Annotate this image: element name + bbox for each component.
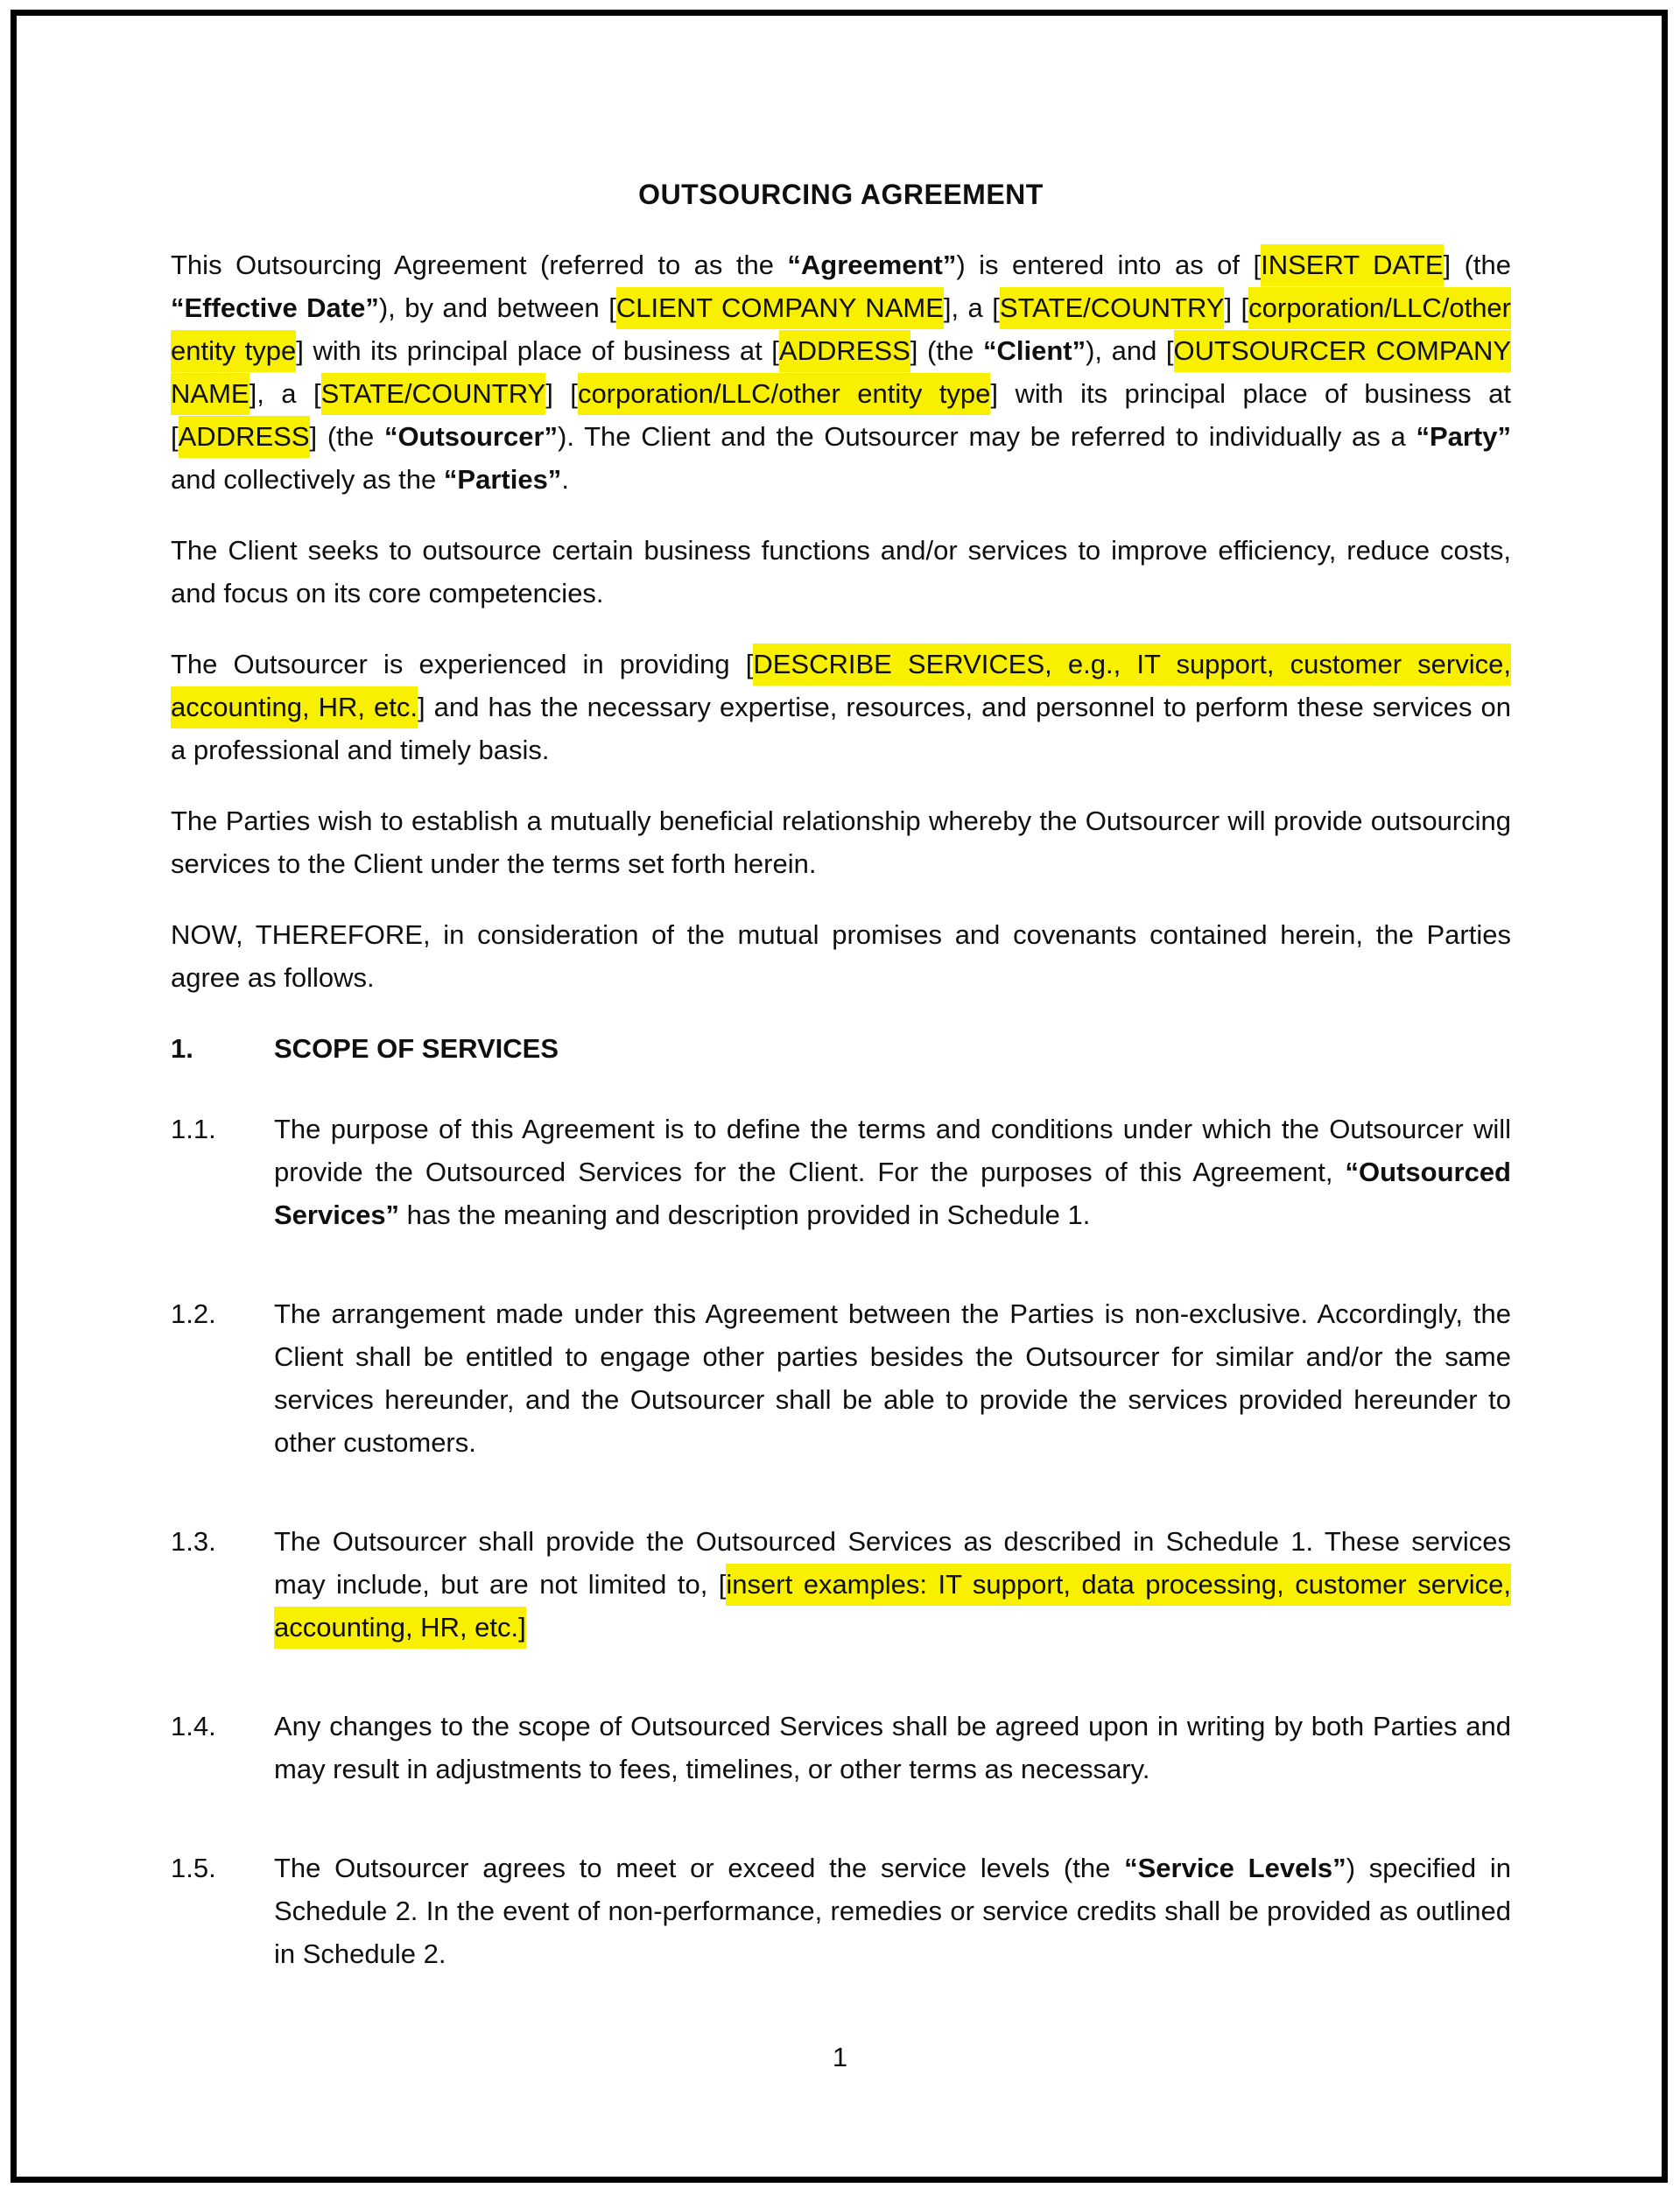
highlighted-placeholder: STATE/COUNTRY [321, 373, 546, 415]
bold-defined-term: “Party” [1416, 421, 1511, 452]
section-number: 1. [171, 1033, 193, 1064]
item-number-1-3: 1.3. [171, 1526, 216, 1557]
document-title: OUTSOURCING AGREEMENT [638, 179, 1044, 210]
bold-defined-term: “Outsourcer” [383, 421, 559, 452]
bold-defined-term: “Service Levels” [1124, 1853, 1346, 1883]
highlighted-placeholder: insert examples: IT support, data processing, customer service, accounting, HR, etc.] [274, 1564, 1511, 1649]
preamble-paragraph-client-recital: The Client seeks to outsource certain business functions and/or services to improve efficiency, reduce costs, and focus on its core competencies. [171, 535, 1511, 609]
item-number-1-4: 1.4. [171, 1711, 216, 1741]
highlighted-placeholder: INSERT DATE [1261, 244, 1443, 286]
preamble-paragraph-parties: This Outsourcing Agreement (referred to as the “Agreement”) is entered into as of [INSERT DATE] (the “Effective Date”), by and between [CLIENT COMPANY NAME], a [STATE/COUNTRY] [corporation/LLC/other entity type] with its principal place of business at [ADDRESS] (the “Client”), and [OUTSOURCER COMPANY NAME], a [STATE/COUNTRY] [corporation/LLC/other entity type] with its principal place of business at [ADDRESS] (the “Outsourcer”). The Client and the Outsourcer may be referred to individually as a “Party” and collectively as the “Parties”. [171, 243, 1511, 501]
highlighted-placeholder: ADDRESS [179, 416, 310, 458]
item-text-1-3: The Outsourcer shall provide the Outsourced Services as described in Schedule 1. These services may include, but are not limited to, [insert examples: IT support, data processing, customer service, accounting, HR, etc.] [274, 1526, 1511, 1649]
item-text-1-1: The purpose of this Agreement is to define the terms and conditions under which the Outsourcer will provide the Outsourced Services for the Client. For the purposes of this Agreement, “Outsourced Services” has the meaning and description provided in Schedule 1. [274, 1114, 1511, 1230]
preamble-paragraph-outsourcer-recital: The Outsourcer is experienced in providing [DESCRIBE SERVICES, e.g., IT support, customer service, accounting, HR, etc.] and has the necessary expertise, resources, and personnel to perform these services on a professional and timely basis. [171, 643, 1511, 771]
highlighted-placeholder: STATE/COUNTRY [1000, 287, 1225, 329]
section-item-1-4 [171, 1705, 1511, 1790]
bold-defined-term: “Outsourced Services” [274, 1157, 1511, 1230]
item-number-1-2: 1.2. [171, 1298, 216, 1329]
bold-defined-term: “Client” [982, 335, 1086, 366]
document-content [171, 0, 1511, 2031]
bold-defined-term: “Parties” [443, 464, 562, 495]
section-heading [171, 1027, 1511, 1070]
page-number: 1 [832, 2042, 848, 2072]
highlighted-placeholder: ADDRESS [779, 330, 910, 372]
section-item-1-1 [171, 1108, 1511, 1236]
item-text-1-5: The Outsourcer agrees to meet or exceed the service levels (the “Service Levels”) specified in Schedule 2. In the event of non-performance, remedies or service credits shall be provided as outlined in Schedule 2. [274, 1853, 1511, 1969]
item-number-1-5: 1.5. [171, 1853, 216, 1883]
preamble-paragraph-now-therefore: NOW, THEREFORE, in consideration of the mutual promises and covenants contained herein, the Parties agree as follows. [171, 919, 1511, 993]
highlighted-placeholder: OUTSOURCER COMPANY NAME [171, 330, 1511, 415]
highlighted-placeholder: corporation/LLC/other entity type [578, 373, 990, 415]
section-item-1-3 [171, 1520, 1511, 1649]
preamble-paragraph-relationship: The Parties wish to establish a mutually beneficial relationship whereby the Outsourcer will provide outsourcing services to the Client under the terms set forth herein. [171, 806, 1511, 879]
highlighted-placeholder: corporation/LLC/other entity type [171, 287, 1511, 372]
bold-defined-term: “Effective Date” [171, 292, 379, 323]
section-item-1-2 [171, 1292, 1511, 1464]
section-heading-text: SCOPE OF SERVICES [274, 1033, 559, 1064]
item-text-1-4: Any changes to the scope of Outsourced Services shall be agreed upon in writing by both Parties and may result in adjustments to fees, timelines, or other terms as necessary. [274, 1711, 1511, 1784]
item-text-1-2: The arrangement made under this Agreement between the Parties is non-exclusive. Accordingly, the Client shall be entitled to engage other parties besides the Outsourcer for similar and/or the same services hereunder, and the Outsourcer shall be able to provide the services provided hereunder to other customers. [274, 1298, 1511, 1458]
item-number-1-1: 1.1. [171, 1114, 216, 1144]
highlighted-placeholder: CLIENT COMPANY NAME [616, 287, 944, 329]
highlighted-placeholder: DESCRIBE SERVICES, e.g., IT support, customer service, accounting, HR, etc. [171, 644, 1511, 728]
section-item-1-5 [171, 1847, 1511, 1975]
bold-defined-term: “Agreement” [787, 250, 957, 280]
